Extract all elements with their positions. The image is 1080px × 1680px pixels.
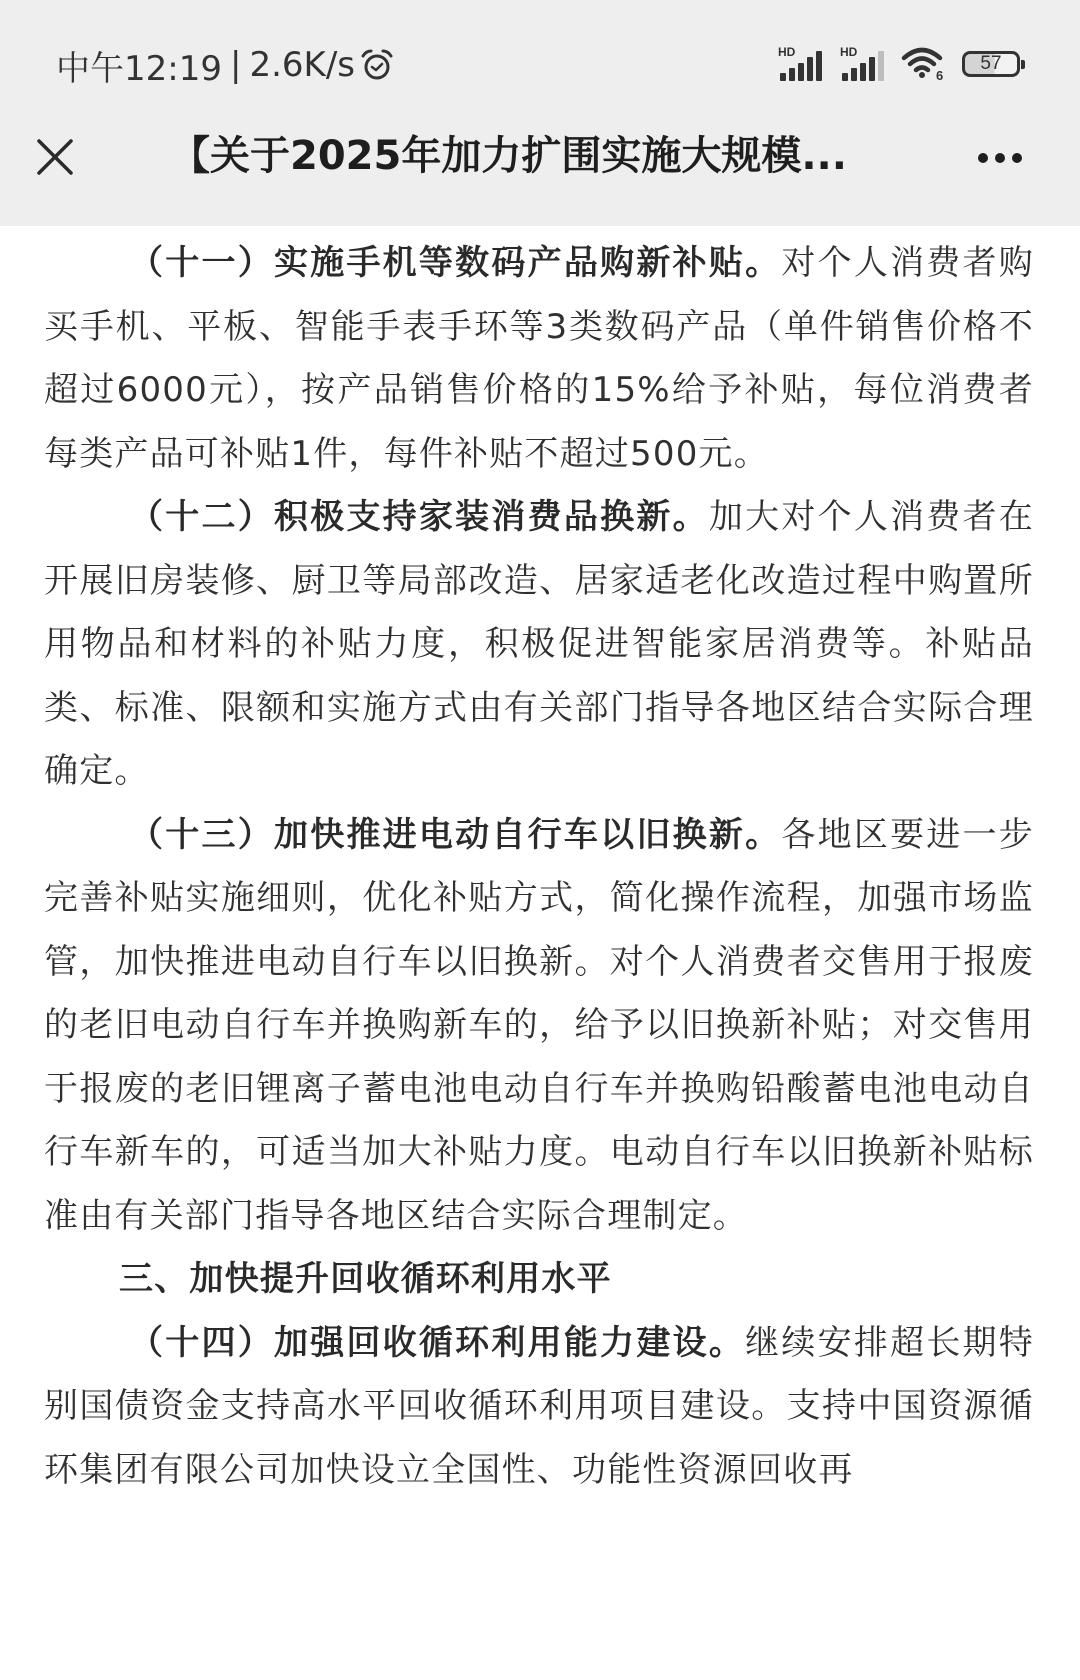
more-options-icon [995, 153, 1005, 163]
section-heading: 三、加快提升回收循环利用水平 [119, 1259, 612, 1299]
article-paragraph [44, 1312, 1034, 1503]
paragraph-lead: （十一）实施手机等数码产品购新补贴。 [129, 243, 782, 283]
close-icon [35, 137, 75, 177]
hd-label: HD [840, 45, 858, 59]
more-options-button[interactable] [968, 134, 1032, 182]
top-app-bar [0, 0, 1080, 226]
title-bar [0, 120, 1080, 226]
status-separator: | [229, 45, 242, 85]
status-bar [0, 0, 1080, 120]
paragraph-body: 加大对个人消费者在开展旧房装修、厨卫等局部改造、居家适老化改造过程中购置所用物品和材料的补贴力度，积极促进智能家居消费等。补贴品类、标准、限额和实施方式由有关部门指导各地区结合实际合理确定。 [44, 497, 1034, 791]
paragraph-body: 各地区要进一步完善补贴实施细则，优化补贴方式，简化操作流程，加强市场监管，加快推进电动自行车以旧换新。对个人消费者交售用于报废的老旧电动自行车并换购新车的，给予以旧换新补贴；对交售用于报废的老旧锂离子蓄电池电动自行车并换购铅酸蓄电池电动自行车新车的，可适当加大补贴力度。电动自行车以旧换新补贴标准由有关部门指导各地区结合实际合理制定。 [44, 814, 1034, 1236]
paragraph-lead: （十二）积极支持家装消费品换新。 [129, 497, 709, 537]
article-paragraph [44, 486, 1034, 804]
status-right [776, 44, 1020, 84]
clock-time: 中午12:19 [56, 48, 222, 89]
more-options-icon [1012, 153, 1022, 163]
article-content [44, 232, 1034, 1502]
battery-level: 57 [980, 53, 1002, 74]
paragraph-body: 对个人消费者购买手机、平板、智能手表手环等3类数码产品（单件销售价格不超过6000元），按产品销售价格的15%给予补贴，每位消费者每类产品可补贴1件，每件补贴不超过500元。 [44, 243, 1034, 474]
network-speed: 2.6K/s [249, 45, 355, 85]
alarm-clock-icon [359, 47, 395, 83]
svg-text:6: 6 [936, 68, 944, 82]
more-options-icon [978, 153, 988, 163]
paragraph-body: 继续安排超长期特别国债资金支持高水平回收循环利用项目建设。支持中国资源循环集团有限公司加快设立全国性、功能性资源回收再 [44, 1322, 1034, 1490]
hd-label: HD [778, 45, 796, 59]
cellular-signal-icon [838, 47, 886, 81]
wifi-6-icon [900, 46, 948, 82]
close-button[interactable] [26, 128, 84, 186]
status-left [56, 40, 395, 90]
paragraph-lead: （十三）加快推进电动自行车以旧换新。 [129, 814, 782, 855]
page-title: 【关于2025年加力扩围实施大规模... [170, 133, 847, 179]
battery-icon [962, 51, 1020, 77]
article-paragraph [44, 232, 1034, 486]
article-paragraph [44, 804, 1034, 1249]
paragraph-lead: （十四）加强回收循环利用能力建设。 [129, 1322, 746, 1363]
cellular-signal-icon [776, 47, 824, 81]
